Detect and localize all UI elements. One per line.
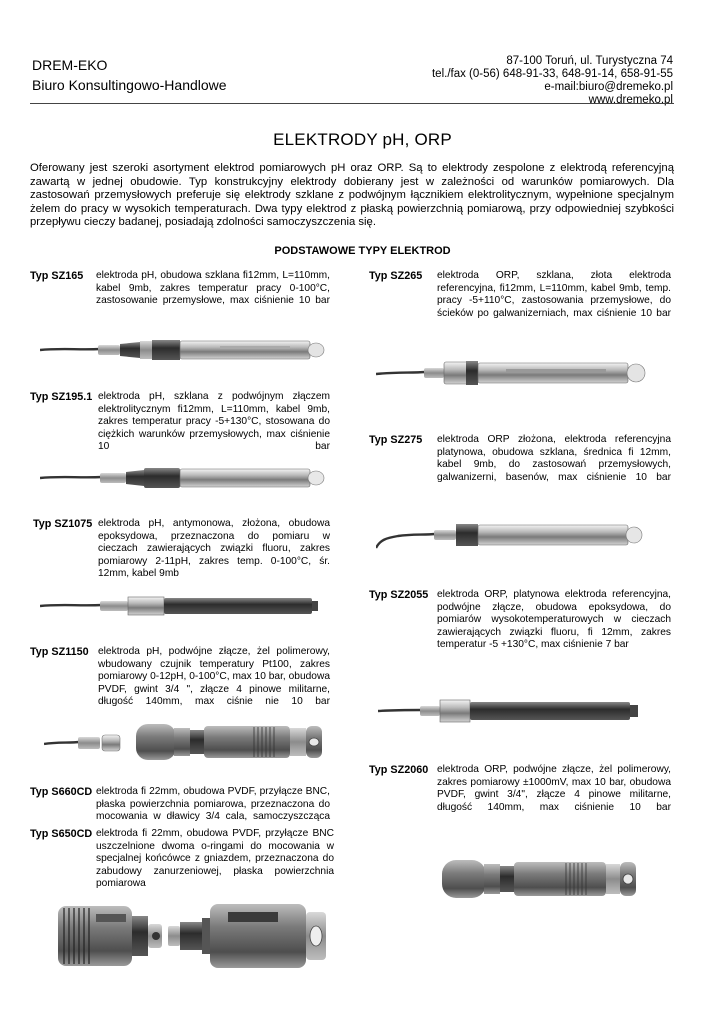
desc-s660: elektroda fi 22mm, obudowa PVDF, przyłącze BNC, płaska powierzchnia pomiarowa, przeznaczona do mocowania w dławicy 3/4 cala, samoczyszcząca (96, 786, 330, 823)
type-label-s650: Typ S650CD (30, 828, 93, 840)
electrode-image-sz275 (376, 518, 666, 552)
electrode-image-s660cd (56, 900, 166, 972)
desc-sz195: elektroda pH, szklana z podwójnym złączem elektrolitycznym fi12mm, L=110mm, kabel 9mb, zakres temperatur pracy -5+130°C, stosowana do ciężkich warunków przemysłowych, max ciśnienie 10 bar (98, 391, 330, 453)
electrode-image-sz195 (40, 463, 330, 493)
desc-sz1075: elektroda pH, antymonowa, złożona, obudowa epoksydowa, przeznaczona do pomiaru w cieczach zawierających związki fluoru, zakres pomiarowy 2-11pH, zakres temp. 0-100°C, śr. 12mm, kabel 9mb (98, 518, 330, 580)
company-website: www.dremeko.pl (588, 94, 673, 106)
type-label-s660: Typ S660CD (30, 786, 93, 798)
electrode-image-sz2060 (440, 856, 640, 902)
desc-sz165: elektroda pH, obudowa szklana fi12mm, L=110mm, kabel 9mb, zakres temperatur pracy 0-100°C, zastosowanie przemysłowe, max ciśnienie 10 bar (96, 270, 330, 307)
type-label-sz2055: Typ SZ2055 (369, 589, 429, 601)
type-label-sz2060: Typ SZ2060 (369, 764, 429, 776)
header-divider (30, 103, 674, 104)
desc-sz2055: elektroda ORP, platynowa elektroda referencyjna, podwójne złącze, obudowa epoksydowa, do pomiarów wysokotemperaturowych w cieczach zawierających związki fluoru, fi 12mm, zakres temperatur -5 +130°C, max ciśnienie 7 bar (437, 589, 671, 651)
type-label-sz265: Typ SZ265 (369, 270, 423, 282)
desc-sz275: elektroda ORP złożona, elektroda referencyjna platynowa, obudowa szklana, średnica fi 12mm, kabel 9mb, do zastosowań przemysłowych, galwanizerni, basenów, max ciśnienie 10 bar (437, 434, 671, 483)
company-name: DREM-EKO (32, 57, 108, 73)
electrode-image-sz265 (376, 356, 666, 390)
electrode-image-sz2055 (378, 696, 668, 726)
type-label-sz275: Typ SZ275 (369, 434, 423, 446)
page-title: ELEKTRODY pH, ORP (273, 130, 452, 149)
desc-s650: elektroda fi 22mm, obudowa PVDF, przyłącze BNC uszczelnione dwoma o-ringami do mocowania w specjalnej końcówce z gniazdem, przeznaczona do zabudowy zanurzeniowej, płaska powierzchnia pomiarowa (96, 828, 334, 890)
type-label-sz1150: Typ SZ1150 (30, 646, 89, 658)
company-subtitle: Biuro Konsultingowo-Handlowe (32, 77, 227, 93)
electrode-image-sz1150 (44, 720, 330, 764)
company-email: e-mail:biuro@dremeko.pl (544, 81, 673, 93)
company-address: 87-100 Toruń, ul. Turystyczna 74 (506, 55, 673, 67)
type-label-sz195: Typ SZ195.1 (30, 391, 93, 403)
type-label-sz165: Typ SZ165 (30, 270, 84, 282)
desc-sz1150: elektroda pH, podwójne złącze, żel polimerowy, wbudowany czujnik temperatury Pt100, zakres pomiarowy 0-12pH, 0-100°C, max 10 bar, obudowa PVDF, gwint 3/4 ", złącze 4 pinowe militarne, długość 140mm, max ciśnie nie 10 bar (98, 646, 330, 708)
type-label-sz1075: Typ SZ1075 (33, 518, 93, 530)
desc-sz265: elektroda ORP, szklana, złota elektroda referencyjna, fi12mm, L=110mm, kabel 9mb, temp. pracy -5+110°C, zastosowania przemysłowe, do ścieków po galwanizerniach, max ciśnienie 10 bar (437, 270, 671, 319)
electrode-image-sz1075 (40, 592, 330, 620)
section-heading: PODSTAWOWE TYPY ELEKTROD (274, 245, 451, 257)
company-phones: tel./fax (0-56) 648-91-33, 648-91-14, 658-91-55 (431, 68, 673, 80)
electrode-image-sz165 (40, 336, 330, 364)
intro-paragraph: Oferowany jest szeroki asortyment elektrod pomiarowych pH oraz ORP. Są to elektrody zespolone z elektrodą referencyjną zawartą w jednej obudowie. Typ konstrukcyjny elektrody dobierany jest w zależności od warunków pomiarowych. Dla zastosowań przemysłowych preferuje się elektrody szklane z podwójnym łącznikiem elektrolitycznym, wypełnione specjalnym żelem do pracy w wysokich temperaturach. Dwa typy elektrod z płaską powierzchnią pomiarową, przy odpowiedniej szybkości przepływu cieczy badanej, posiadają zdolności samoczyszczenia się. (30, 162, 674, 228)
electrode-image-s650cd (168, 900, 332, 972)
desc-sz2060: elektroda ORP, podwójne złącze, żel polimerowy, zakres pomiarowy ±1000mV, max 10 bar, obudowa PVDF, gwint 3/4", złącze 4 pinowe militarne, długość 140mm, max ciśnienie 10 bar (437, 764, 671, 813)
